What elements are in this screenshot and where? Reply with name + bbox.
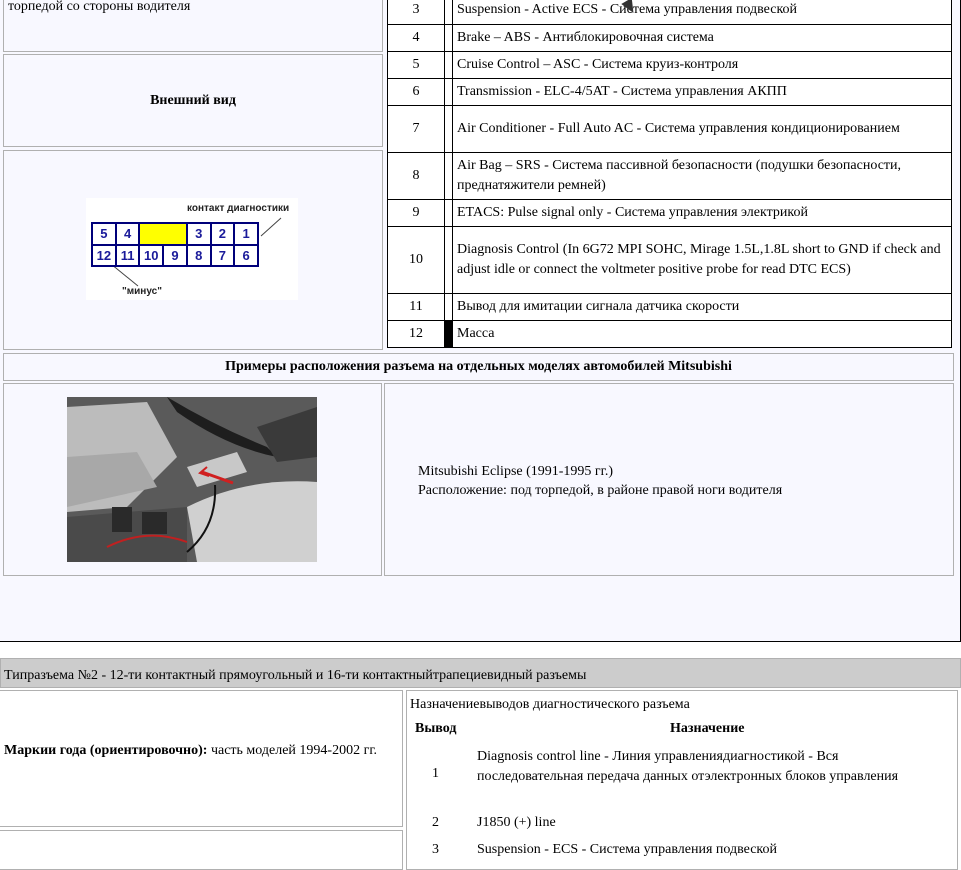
table-row	[388, 79, 951, 106]
pin-number: 3	[388, 0, 445, 24]
pin-number: 6	[388, 79, 445, 105]
table-row	[388, 52, 951, 79]
location-text: торпедой со стороны водителя	[8, 0, 191, 14]
table-row	[388, 294, 951, 321]
table-row	[388, 106, 951, 153]
model-years-cell	[0, 690, 403, 827]
pin-number: 10	[388, 227, 445, 293]
pin-4: 4	[117, 224, 139, 244]
pin-description: J1850 (+) line	[477, 815, 556, 830]
pin-2: 2	[212, 224, 234, 244]
pin-number: 7	[388, 106, 445, 152]
pin-number: 11	[388, 294, 445, 320]
minus-label: "минус"	[122, 286, 162, 297]
table-row	[388, 153, 951, 200]
pin-number: 12	[388, 321, 445, 347]
table-row	[388, 200, 951, 227]
pin-9: 9	[164, 246, 186, 266]
pin-description: Transmission - ELC-4/5AT - Система управления АКПП	[457, 84, 787, 99]
pin-5: 5	[93, 224, 115, 244]
column-header-purpose: Назначение	[670, 721, 745, 736]
pin-description: Вывод для имитации сигнала датчика скорости	[457, 299, 740, 314]
pin-description: Масса	[457, 326, 495, 341]
pin-10: 10	[140, 246, 162, 266]
example-model: Mitsubishi Eclipse (1991-1995 гг.)	[418, 464, 614, 479]
pin-description: Suspension - Active ECS - Система управления подвеской	[457, 2, 798, 17]
examples-heading: Примеры расположения разъема на отдельных моделях автомобилей Mitsubishi	[225, 359, 732, 374]
table-row	[388, 25, 951, 52]
pin-12: 12	[93, 246, 115, 266]
table-row	[388, 227, 951, 294]
dashboard-photo-illustration	[67, 397, 317, 562]
pin-table	[387, 0, 952, 348]
location-cell	[3, 0, 383, 52]
pin-description: Suspension - ECS - Система управления подвеской	[477, 842, 777, 857]
examples-heading-cell	[3, 353, 954, 381]
pin-number: 2	[432, 815, 439, 830]
pin-description: Cruise Control – ASC - Система круиз-контроля	[457, 57, 739, 72]
table-row	[388, 0, 951, 25]
pinout-caption: Назначениевыводов диагностического разъема	[410, 697, 690, 712]
example-text-cell	[384, 383, 954, 576]
pin-3: 3	[188, 224, 210, 244]
pin-6: 6	[235, 246, 257, 266]
pin-description: Diagnosis Control (In 6G72 MPI SOHC, Mirage 1.5L,1.8L short to GND if check and adjust idle or connect the voltmeter positive probe for read DTC ECS)	[457, 242, 941, 277]
model-years-value: часть моделей 1994-2002 гг.	[207, 743, 377, 758]
table-row	[388, 321, 951, 347]
pin-description: Diagnosis control line - Линия управлениядиагностикой - Вся последовательная передача данных отэлектронных блоков управления	[477, 749, 899, 784]
pin-number: 1	[432, 766, 439, 781]
connector-type-2-header: Типразъема №2 - 12-ти контактный прямоугольный и 16-ти контактныйтрапециевидный разъемы	[0, 658, 961, 688]
appearance-label: Внешний вид	[150, 92, 236, 108]
column-header-pin: Вывод	[415, 721, 457, 736]
pin-1: 1	[235, 224, 257, 244]
connector-body	[91, 222, 259, 267]
pin-key-slot	[140, 224, 185, 244]
eclipse-dashboard-photo	[67, 397, 317, 562]
pin-number: 3	[432, 842, 439, 857]
pinout-cell	[406, 690, 958, 870]
pin-number: 5	[388, 52, 445, 78]
pin-description: Air Conditioner - Full Auto AC - Система управления кондиционированием	[457, 121, 900, 136]
connector-diagram	[86, 198, 298, 300]
appearance-label-cell	[3, 54, 383, 147]
pin-description: Air Bag – SRS - Система пассивной безопасности (подушки безопасности, преднатяжители ремней)	[457, 158, 902, 193]
example-location: Расположение: под торпедой, в районе правой ноги водителя	[418, 483, 783, 498]
pin-8: 8	[188, 246, 210, 266]
pin-number: 9	[388, 200, 445, 226]
model-years-text	[4, 741, 394, 761]
pin-number: 4	[388, 25, 445, 51]
pin-description: ETACS: Pulse signal only - Система управления электрикой	[457, 205, 808, 220]
model-years-label: Маркии года (ориентировочно):	[4, 743, 208, 758]
diag-contact-label: контакт диагностики	[187, 203, 290, 214]
pin-number: 8	[388, 153, 445, 199]
empty-cell	[0, 830, 403, 870]
pin-description: Brake – ABS - Антиблокировочная система	[457, 30, 714, 45]
pin-11: 11	[117, 246, 139, 266]
pin-7: 7	[212, 246, 234, 266]
